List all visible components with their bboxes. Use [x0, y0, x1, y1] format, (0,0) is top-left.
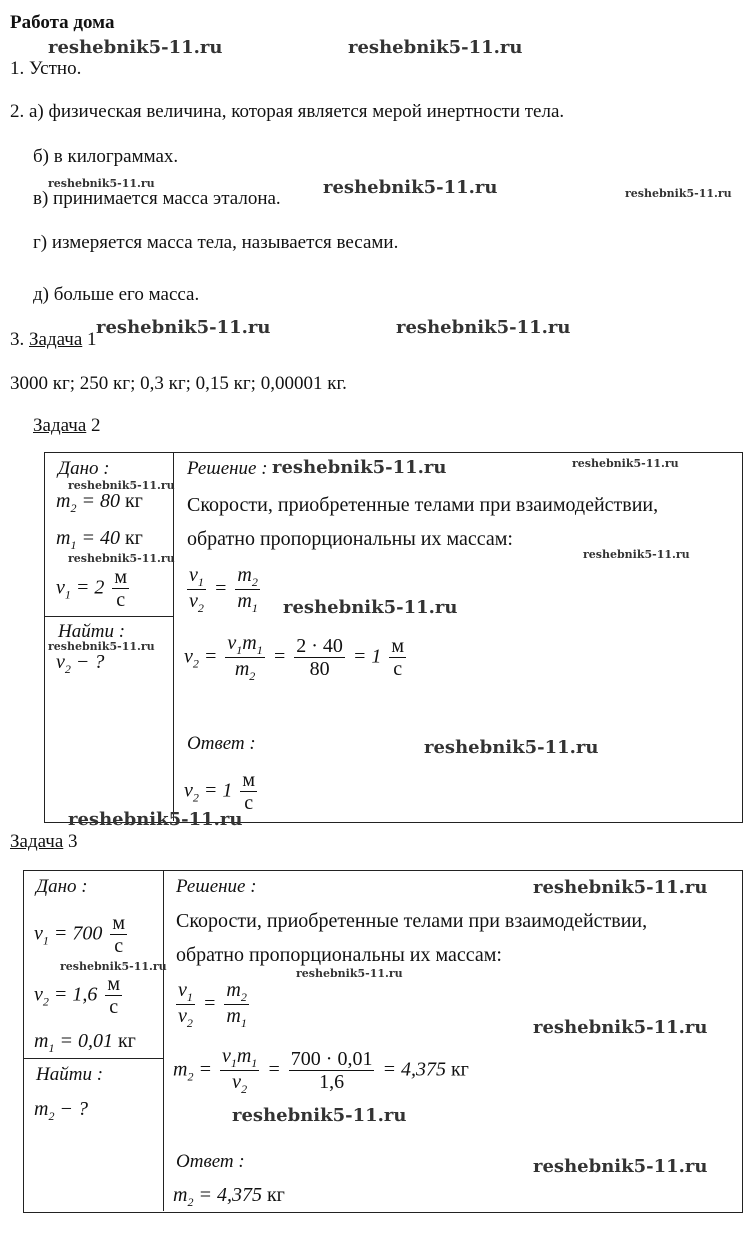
page-title: Работа дома [10, 12, 115, 33]
task-3-text-1: Скорости, приобретенные телами при взаимодействии, [176, 910, 648, 932]
task-2-given-m2: $m_2 = 80$ кг [56, 490, 143, 515]
watermark: reshebnik5-11.ru [96, 317, 271, 338]
task-3-heading: Задача 3 [10, 831, 78, 852]
watermark: reshebnik5-11.ru [348, 37, 523, 58]
task-2-formula-v2: $v_2$ = $\frac{v_1m_1}{m_2}$ = $\frac{2 \cdot 40}{80}$ = 1 $\frac{м}{с}$ [184, 632, 405, 683]
watermark: reshebnik5-11.ru [323, 177, 498, 198]
task-3-divider-v [163, 870, 164, 1211]
task-3-answer: $m_2 = 4,375$ кг [173, 1184, 285, 1209]
watermark: reshebnik5-11.ru [533, 877, 708, 898]
task-2-heading: Задача 2 [33, 415, 101, 436]
task-2-solution-label: Решение : [187, 458, 268, 479]
task-3-given-v1: $v_1 = 700$ $\frac{м}{с}$ [34, 912, 126, 957]
task-2-answer-label: Ответ : [187, 733, 256, 754]
task-3-find-label: Найти : [36, 1064, 104, 1085]
task-3-formula-ratio: $\frac{v_1}{v_2}$ = $\frac{m_2}{m_1}$ [178, 979, 247, 1030]
task-2-find-label: Найти : [58, 621, 126, 642]
watermark: reshebnik5-11.ru [232, 1105, 407, 1126]
item-2-a: 2. а) физическая величина, которая является мерой инертности тела. [10, 101, 565, 122]
watermark: reshebnik5-11.ru [272, 457, 447, 478]
watermark: reshebnik5-11.ru [60, 960, 167, 973]
task-2-given-m1: $m_1 = 40$ кг [56, 527, 143, 552]
watermark: reshebnik5-11.ru [48, 640, 155, 653]
item-2-g: г) измеряется масса тела, называется весами. [33, 232, 399, 253]
task-1-answer: 3000 кг; 250 кг; 0,3 кг; 0,15 кг; 0,00001 кг. [10, 373, 347, 394]
task-2-formula-ratio: $\frac{v_1}{v_2}$ = $\frac{m_2}{m_1}$ [189, 564, 258, 615]
task-3-divider-h [23, 1058, 164, 1059]
task-2-text-2: обратно пропорциональны их массам: [187, 528, 513, 550]
watermark: reshebnik5-11.ru [424, 737, 599, 758]
task-2-divider-v [173, 452, 174, 821]
watermark: reshebnik5-11.ru [48, 37, 223, 58]
watermark: reshebnik5-11.ru [68, 552, 175, 565]
task-2-find-v2: $v_2$ − ? [56, 651, 105, 676]
task-3-find-m2: $m_2$ − ? [34, 1098, 88, 1123]
task-2-text-1: Скорости, приобретенные телами при взаимодействии, [187, 494, 659, 516]
task-2-given-v1: $v_1 = 2$ $\frac{м}{с}$ [56, 566, 128, 611]
watermark: reshebnik5-11.ru [68, 809, 243, 830]
item-3-heading: 3. Задача 1 [10, 329, 97, 350]
task-2-divider-h [44, 616, 174, 617]
task-3-given-v2: $v_2 = 1,6$ $\frac{м}{с}$ [34, 973, 121, 1018]
watermark: reshebnik5-11.ru [572, 457, 679, 470]
task-2-answer: $v_2 = 1$ $\frac{м}{с}$ [184, 769, 256, 814]
watermark: reshebnik5-11.ru [296, 967, 403, 980]
task-3-given-label: Дано : [36, 876, 88, 897]
watermark: reshebnik5-11.ru [583, 548, 690, 561]
task-3-given-m1: $m_1 = 0,01$ кг [34, 1030, 136, 1055]
task-3-answer-label: Ответ : [176, 1151, 245, 1172]
watermark: reshebnik5-11.ru [533, 1017, 708, 1038]
item-2-v: в) принимается масса эталона. [33, 188, 281, 209]
watermark: reshebnik5-11.ru [625, 187, 732, 200]
item-2-b: б) в килограммах. [33, 146, 179, 167]
watermark: reshebnik5-11.ru [396, 317, 571, 338]
task-3-formula-m2: $m_2$ = $\frac{v_1m_1}{v_2}$ = $\frac{700 \cdot 0,01}{1,6}$ = 4,375 кг [173, 1045, 469, 1096]
item-2-d: д) больше его масса. [33, 284, 200, 305]
watermark: reshebnik5-11.ru [68, 479, 175, 492]
task-2-given-label: Дано : [58, 458, 110, 479]
task-3-text-2: обратно пропорциональны их массам: [176, 944, 502, 966]
item-1: 1. Устно. [10, 58, 82, 79]
watermark: reshebnik5-11.ru [533, 1156, 708, 1177]
watermark: reshebnik5-11.ru [283, 597, 458, 618]
task-3-solution-label: Решение : [176, 876, 257, 897]
watermark: reshebnik5-11.ru [48, 177, 155, 190]
